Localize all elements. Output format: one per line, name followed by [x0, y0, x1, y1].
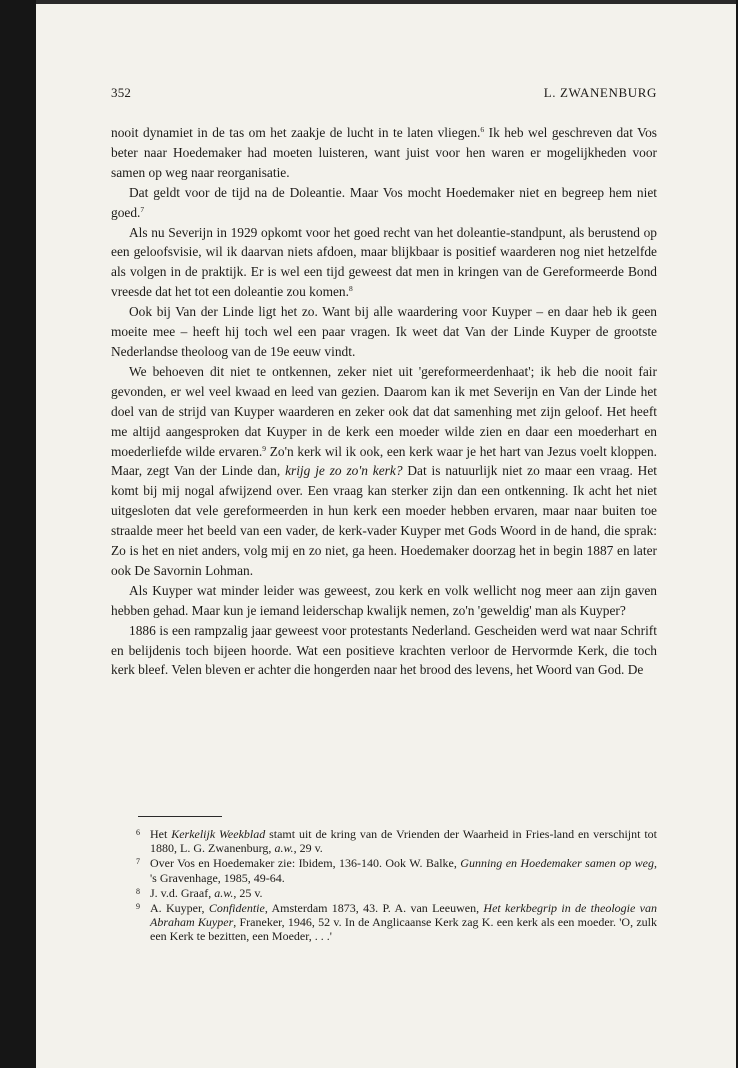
footnotes [136, 827, 657, 945]
paragraph-1: nooit dynamiet in de tas om het zaakje de lucht in te laten vliegen.$^6$ Ik heb wel geschreven dat Vos beter naar Hoedemaker had moeten luisteren, want juist voor hen waren er mogelijkheden voor samen op weg naar reorganisatie. [111, 125, 657, 180]
footnote-ref-9: 9 [262, 443, 267, 453]
footnote-9: 9 A. Kuyper, Confidentie, Amsterdam 1873, 43. P. A. van Leeuwen, Het kerkbegrip in de theologie van Abraham Kuyper, Franeker, 1946, 52 v. In de Anglicaanse Kerk zag K. een kerk als een moeder. 'O, zulk een Kerk te bezitten, een Moeder, . . .' [136, 901, 657, 944]
paragraph-7: 1886 is een rampzalig jaar geweest voor protestants Nederland. Gescheiden werd wat naar Schrift en belijdenis toch bijeen hoorde. Wat een positieve krachten verloor de Hervormde Kerk, die toch kerk bleef. Velen bleven er achter die hongerden naar het brood des levens, het Woord van God. De [111, 622, 657, 678]
paragraph-6: Als Kuyper wat minder leider was geweest, zou kerk en volk wellicht nog meer aan zijn gaven hebben gehad. Maar kun je iemand leiderschap kwalijk nemen, zo'n 'geweldig' man als Kuyper? [111, 582, 657, 618]
main-text [111, 123, 657, 680]
running-header [111, 85, 657, 105]
footnote-7: 7 Over Vos en Hoedemaker zie: Ibidem, 136-140. Ook W. Balke, Gunning en Hoedemaker samen op weg, 's Gravenhage, 1985, 49-64. [136, 856, 657, 885]
footnote-ref-6: 6 [480, 125, 485, 134]
footnote-number: 8 [136, 886, 140, 896]
footnote-6: 6 Het Kerkelijk Weekblad stamt uit de kring van de Vrienden der Waarheid in Fries-land en verschijnt tot 1880, L. G. Zwanenburg, a.w., 29 v. [136, 827, 657, 856]
paragraph-5: We behoeven dit niet te ontkennen, zeker niet uit 'gereformeerdenhaat'; ik heb die nooit fair gevonden, er wel veel kwaad en leed van gezien. Daarom kan ik met Severijn en Van der Linde het doel van de strijd van Kuyper waarderen en zeker ook dat dat samenhing met zijn geloof. Het heeft me altijd aangesproken dat Kuyper in de kerk een moeder wilde zien en daar een moederhart en moederliefde wilde ervaren.$^9$ Zo'n kerk wil ik ook, een kerk waar je het hart van Jezus voelt kloppen. Maar, zegt Van der Linde dan, krijg je zo zo'n kerk? Dat is natuurlijk niet zo maar een vraag. Het komt bij mij nogal afwijzend over. Een vraag kan sterker zijn dan een ontkenning. Ik acht het niet uitgesloten dat vele gereformeerden in hun kerk een moeder hebben ervaren, maar naar buiten toe straalde meer het beeld van een vader, de kerk-vader Kuyper met Gods Woord in de hand, die sprak: Zo is het en niet anders, volg mij en zo niet, ga heen. Hoedemaker doorzag het in begin 1887 en later ook De Savornin Lohman. [111, 363, 657, 578]
footnote-number: 9 [136, 902, 140, 912]
paragraph-4: Ook bij Van der Linde ligt het zo. Want bij alle waardering voor Kuyper – en daar heb ik geen moeite mee – heeft hij toch wel een paar vragen. Ik weet dat Van der Linde Kuyper de grootste Nederlandse theoloog van de 19e eeuw vindt. [111, 304, 657, 359]
footnote-number: 6 [136, 828, 140, 837]
page-number: 352 [111, 85, 132, 100]
footnote-ref-7: 7 [140, 204, 145, 214]
footnote-ref-8: 8 [348, 284, 353, 294]
footnote-number: 7 [136, 857, 140, 867]
running-title: L. ZWANENBURG [543, 85, 657, 100]
italic-question: krijg je zo zo'n kerk? [285, 463, 403, 479]
paragraph-2: Dat geldt voor de tijd na de Doleantie. Maar Vos mocht Hoedemaker niet en begreep hem niet goed.$^7$ [111, 184, 657, 220]
footnote-rule [138, 816, 222, 817]
paragraph-3: Als nu Severijn in 1929 opkomt voor het goed recht van het doleantie-standpunt, als berustend op een geloofsvisie, wil ik daarvan niets afdoen, maar blijkbaar is positief waarderen nog niet hetzelfde als volgen in de praktijk. Er is wel een tijd geweest dat men in kringen van de Gereformeerde Bond vreesde dat het tot een doleantie zou komen.$^8$ [111, 224, 657, 300]
footnote-8: 8 J. v.d. Graaf, a.w., 25 v. [136, 885, 263, 900]
